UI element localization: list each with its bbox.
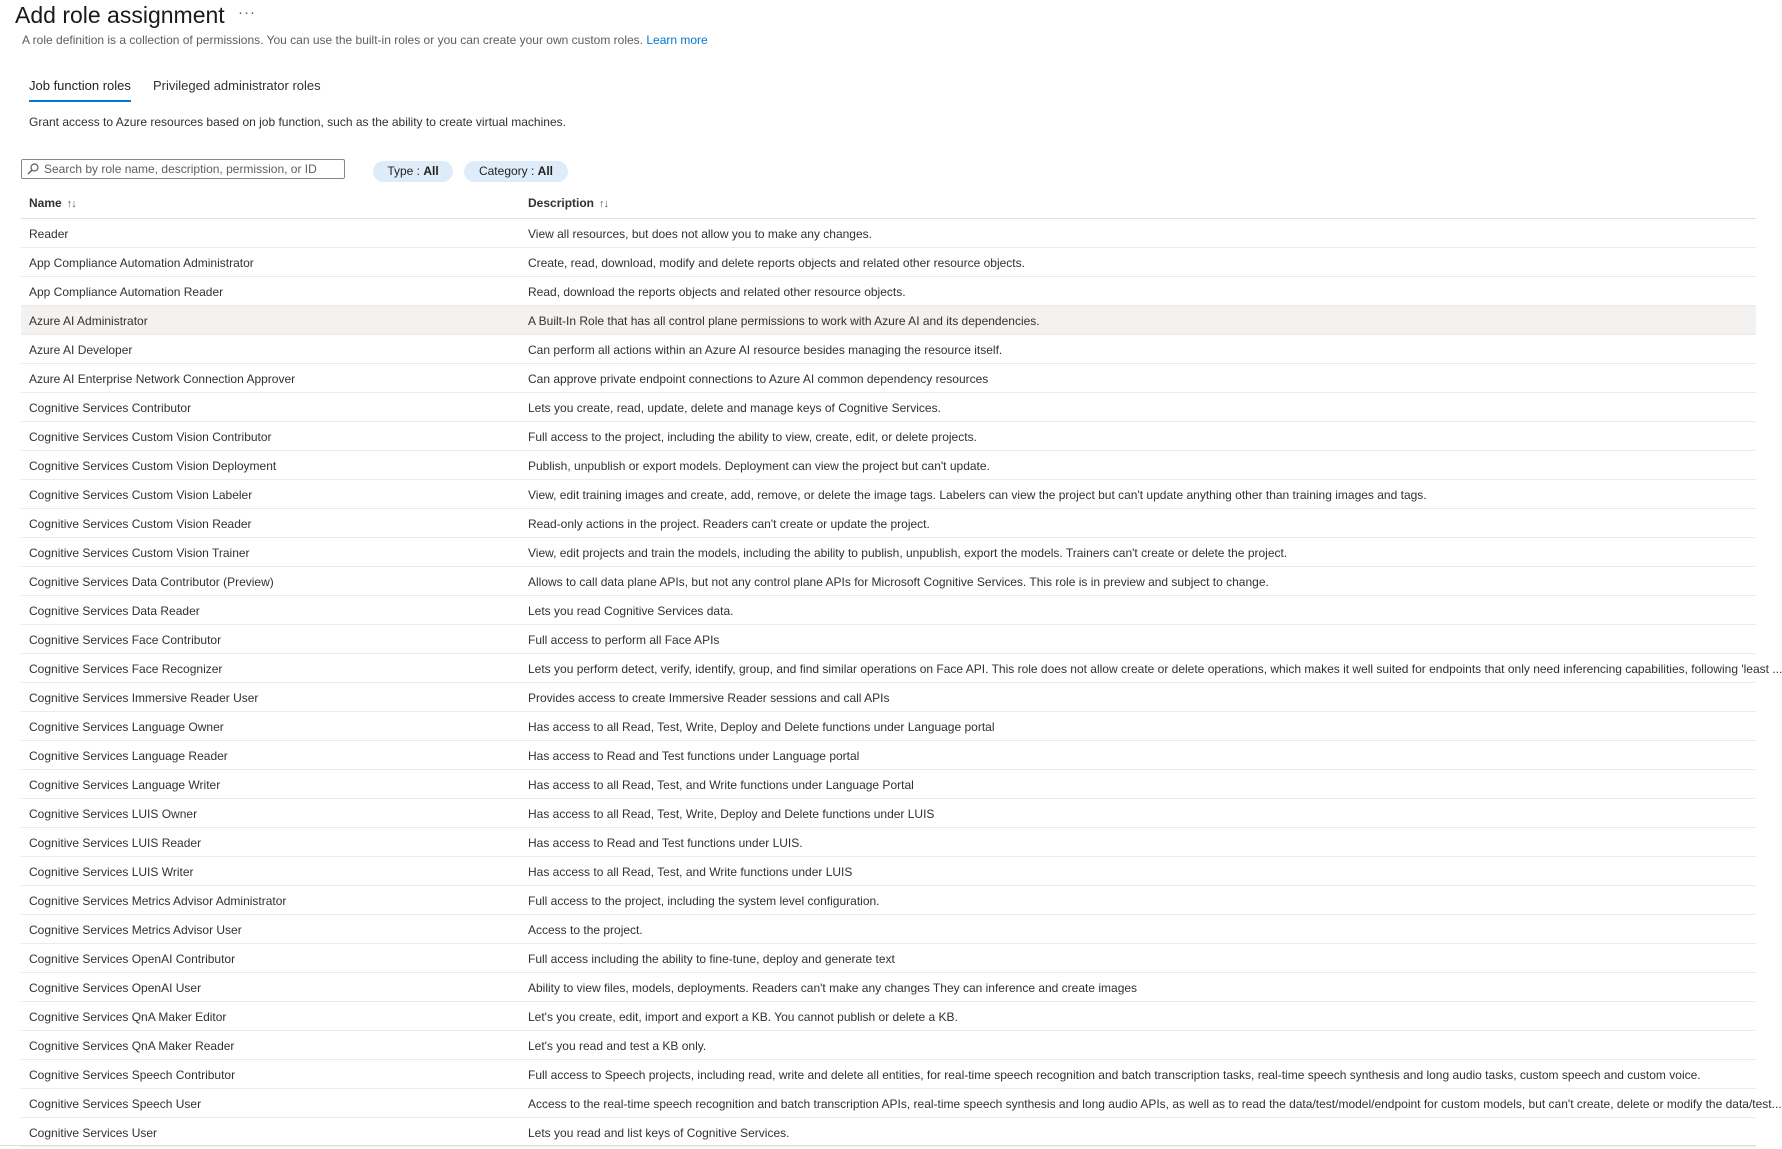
type-filter-value: All [423, 164, 439, 178]
role-name: Cognitive Services LUIS Writer [29, 865, 194, 879]
role-name: Cognitive Services Data Reader [29, 604, 200, 618]
role-name: Cognitive Services Contributor [29, 401, 192, 415]
table-row[interactable] [21, 973, 1756, 1002]
sort-icon[interactable]: ↑↓ [599, 198, 609, 210]
column-name-label: Name [29, 196, 62, 210]
role-description: Lets you create, read, update, delete and manage keys of Cognitive Services. [528, 401, 941, 415]
table-row[interactable] [21, 770, 1756, 799]
role-name: Cognitive Services Metrics Advisor User [29, 923, 242, 937]
role-description: Full access to perform all Face APIs [528, 633, 720, 647]
learn-more-link[interactable]: Learn more [646, 33, 708, 47]
intro-text: A role definition is a collection of permissions. You can use the built-in roles or you can create your own custom roles. [22, 33, 643, 47]
role-description: Access to the real-time speech recognition and batch transcription APIs, real-time speech synthesis and long audio APIs, as well as to read the data/test/model/endpoint for custom models, but can't create, delete or modify the data/test... [528, 1097, 1782, 1111]
role-name: Cognitive Services Metrics Advisor Administrator [29, 894, 287, 908]
tab-privileged-administrator-roles[interactable]: Privileged administrator roles [153, 78, 321, 93]
table-row[interactable] [21, 538, 1756, 567]
role-description: Full access to the project, including the system level configuration. [528, 894, 880, 908]
table-header [21, 192, 1756, 219]
role-name: App Compliance Automation Reader [29, 285, 224, 299]
role-name: Cognitive Services Language Reader [29, 749, 228, 763]
table-row[interactable] [21, 625, 1756, 654]
role-description: View all resources, but does not allow you to make any changes. [528, 227, 872, 241]
role-description: Can approve private endpoint connections to Azure AI common dependency resources [528, 372, 989, 386]
role-description: Full access to Speech projects, including read, write and delete all entities, for real-time speech recognition and batch transcription tasks, real-time speech synthesis and long audio tasks, custom speech and custom voice. [528, 1068, 1701, 1082]
table-row[interactable] [21, 596, 1756, 625]
table-row[interactable] [21, 944, 1756, 973]
table-row[interactable] [21, 335, 1756, 364]
role-description: Has access to all Read, Test, and Write functions under LUIS [528, 865, 853, 879]
role-name: Cognitive Services Face Contributor [29, 633, 222, 647]
role-description: Lets you perform detect, verify, identify, group, and find similar operations on Face API. This role does not allow create or delete operations, which makes it well suited for endpoints that only need inferencing capabilities, following 'least ... [528, 662, 1782, 676]
role-name: Cognitive Services LUIS Owner [29, 807, 198, 821]
table-row[interactable] [21, 1060, 1756, 1089]
role-name: Cognitive Services Immersive Reader User [29, 691, 259, 705]
role-name: Cognitive Services OpenAI User [29, 981, 202, 995]
role-description: Has access to all Read, Test, Write, Deploy and Delete functions under LUIS [528, 807, 935, 821]
role-name: Cognitive Services Speech Contributor [29, 1068, 236, 1082]
role-name: Cognitive Services User [29, 1126, 158, 1140]
role-name: Cognitive Services Custom Vision Deployment [29, 459, 277, 473]
role-name: Cognitive Services Custom Vision Contributor [29, 430, 272, 444]
role-description: Read-only actions in the project. Readers can't create or update the project. [528, 517, 930, 531]
table-row[interactable] [21, 1118, 1756, 1147]
table-row[interactable] [21, 1089, 1782, 1118]
search-input[interactable] [44, 161, 340, 177]
table-row[interactable] [21, 654, 1782, 683]
table-row[interactable] [21, 886, 1756, 915]
role-description: Lets you read and list keys of Cognitive Services. [528, 1126, 790, 1140]
role-description: A Built-In Role that has all control plane permissions to work with Azure AI and its dependencies. [528, 314, 1040, 328]
table-row[interactable] [21, 306, 1756, 335]
role-description: Access to the project. [528, 923, 643, 937]
table-row[interactable] [21, 219, 1756, 248]
role-name: Cognitive Services OpenAI Contributor [29, 952, 236, 966]
table-row[interactable] [21, 393, 1756, 422]
role-description: Has access to Read and Test functions under Language portal [528, 749, 860, 763]
table-row[interactable] [21, 741, 1756, 770]
category-filter-label: Category : [478, 164, 538, 178]
category-filter-button[interactable] [464, 161, 568, 182]
tab-job-function-roles[interactable]: Job function roles [29, 78, 131, 93]
role-name: Cognitive Services Custom Vision Reader [29, 517, 252, 531]
table-row[interactable] [21, 248, 1756, 277]
role-description: View, edit projects and train the models, including the ability to publish, unpublish, export the models. Trainers can't create or delete the project. [528, 546, 1288, 560]
role-name: Cognitive Services Speech User [29, 1097, 202, 1111]
table-row[interactable] [21, 509, 1756, 538]
search-box[interactable] [21, 159, 345, 179]
role-name: Cognitive Services Language Writer [29, 778, 221, 792]
table-row[interactable] [21, 364, 1756, 393]
role-description: Can perform all actions within an Azure AI resource besides managing the resource itself. [528, 343, 1003, 357]
role-description: View, edit training images and create, add, remove, or delete the image tags. Labelers can view the project but can't update anything other than training images and tags. [528, 488, 1427, 502]
table-row[interactable] [21, 277, 1756, 306]
role-description: Provides access to create Immersive Reader sessions and call APIs [528, 691, 890, 705]
role-name: Reader [29, 227, 69, 241]
type-filter-label: Type : [387, 164, 424, 178]
role-description: Allows to call data plane APIs, but not any control plane APIs for Microsoft Cognitive Services. This role is in preview and subject to change. [528, 575, 1269, 589]
role-name: App Compliance Automation Administrator [29, 256, 254, 270]
tab-description: Grant access to Azure resources based on job function, such as the ability to create virtual machines. [29, 115, 566, 129]
table-row[interactable] [21, 799, 1756, 828]
table-row[interactable] [21, 422, 1756, 451]
role-name: Cognitive Services Custom Vision Labeler [29, 488, 253, 502]
table-row[interactable] [21, 828, 1756, 857]
table-row[interactable] [21, 857, 1756, 886]
more-options-button[interactable]: ··· [238, 4, 256, 21]
table-row[interactable] [21, 683, 1756, 712]
role-description: Read, download the reports objects and related other resource objects. [528, 285, 906, 299]
sort-icon[interactable]: ↑↓ [66, 198, 76, 210]
role-description: Has access to all Read, Test, Write, Deploy and Delete functions under Language portal [528, 720, 995, 734]
role-description: Lets you read Cognitive Services data. [528, 604, 734, 618]
table-row[interactable] [21, 567, 1756, 596]
role-name: Cognitive Services QnA Maker Editor [29, 1010, 227, 1024]
role-description: Full access including the ability to fine-tune, deploy and generate text [528, 952, 895, 966]
roles-table-body [21, 219, 1782, 1147]
table-bottom-divider [0, 1145, 1756, 1146]
role-description: Let's you read and test a KB only. [528, 1039, 707, 1053]
role-name: Azure AI Enterprise Network Connection Approver [29, 372, 296, 386]
intro-text-partial [22, 33, 722, 54]
role-name: Cognitive Services Custom Vision Trainer [29, 546, 250, 560]
category-filter-value: All [537, 164, 554, 178]
role-description: Full access to the project, including the ability to view, create, edit, or delete projects. [528, 430, 977, 444]
table-row[interactable] [21, 712, 1756, 741]
role-description: Ability to view files, models, deployments. Readers can't make any changes They can inference and create images [528, 981, 1138, 995]
role-name: Cognitive Services QnA Maker Reader [29, 1039, 235, 1053]
role-description: Create, read, download, modify and delete reports objects and related other resource objects. [528, 256, 1025, 270]
column-header-name[interactable] [29, 196, 76, 210]
table-row[interactable] [21, 1002, 1756, 1031]
role-description: Has access to Read and Test functions under LUIS. [528, 836, 803, 850]
role-name: Cognitive Services Data Contributor (Preview) [29, 575, 274, 589]
role-name: Azure AI Developer [29, 343, 133, 357]
role-description: Let's you create, edit, import and export a KB. You cannot publish or delete a KB. [528, 1010, 958, 1024]
role-name: Cognitive Services Language Owner [29, 720, 224, 734]
column-header-description[interactable] [528, 196, 608, 210]
role-name: Azure AI Administrator [29, 314, 148, 328]
table-row[interactable] [21, 480, 1756, 509]
role-description: Has access to all Read, Test, and Write functions under Language Portal [528, 778, 914, 792]
role-name: Cognitive Services Face Recognizer [29, 662, 223, 676]
column-description-label: Description [528, 196, 595, 210]
type-filter-button[interactable] [373, 161, 453, 182]
table-row[interactable] [21, 1031, 1756, 1060]
page-title: Add role assignment [15, 2, 225, 28]
role-name: Cognitive Services LUIS Reader [29, 836, 202, 850]
table-row[interactable] [21, 451, 1756, 480]
search-icon [27, 163, 39, 175]
table-row[interactable] [21, 915, 1756, 944]
role-description: Publish, unpublish or export models. Deployment can view the project but can't update. [528, 459, 990, 473]
